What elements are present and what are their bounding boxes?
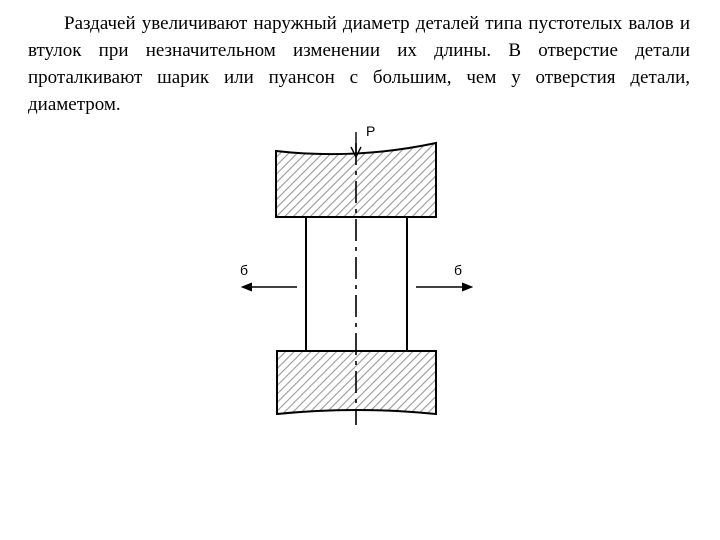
body-paragraph: Раздачей увеличивают наружный диаметр деталей типа пустотелых валов и втулок при незначительном изменении их длины. В отверстие детали проталкивают шарик или пуансон с большим, чем у отверстия детали, диаметром. bbox=[28, 13, 690, 115]
left-stress-label: б bbox=[240, 262, 249, 278]
force-label: P bbox=[366, 123, 376, 139]
right-stress-label: б bbox=[454, 262, 463, 278]
right-stress-arrowhead bbox=[462, 283, 472, 291]
left-stress-arrowhead bbox=[242, 283, 252, 291]
